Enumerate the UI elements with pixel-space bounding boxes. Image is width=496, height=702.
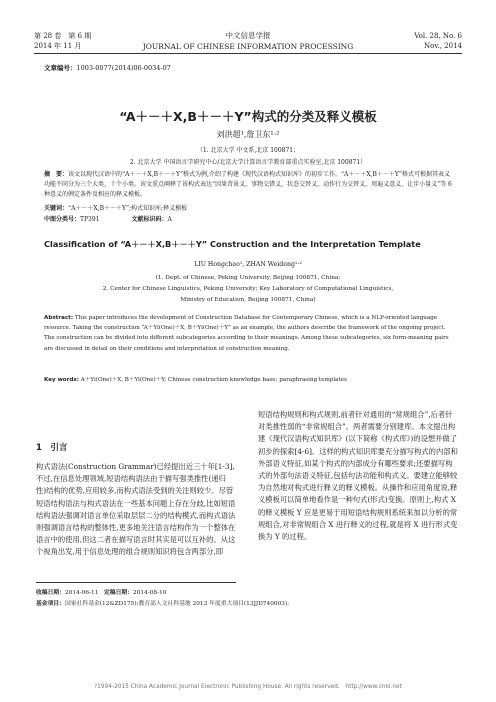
copyright-line: ?1994-2015 China Academic Journal Electronic Publishing House. All rights reserved. http://www.cnki.net	[94, 684, 402, 690]
affiliation-en-2: 2. Center for Chinese Linguistics, Peking University; Key Laboratory of Computational Linguistics,	[102, 286, 394, 292]
abstract-english: Abstract: This paper introduces the development of Construction Database for Contemporary Chinese, which is a NLP-oriented language resource. Taking the construction “A＋Yi(One)＋X, B＋Yi(One)＋Y” as an example, the authors describe the framework of the ongoing project. The construction can be divided into different subcategories according to their meanings. Among these subcategories, six form-meaning pairs are discussed in detail on their conditions and interpretation of construction meaning.	[44, 315, 449, 352]
header-divider	[34, 53, 462, 54]
running-header	[0, 0, 496, 52]
title-chinese: “A＋－＋X,B＋－＋Y”构式的分类及释义模板	[119, 109, 377, 124]
body-text-right: 短语结构规则和构式规则,前者针对通用的“常规组合”,后者针对类推性弱的“非常规组合”。两者需要分别建库。本文提出构建《现代汉语构式知识库》(以下简称《构式库》)的设想并做了初步的探索[4-6]。这样的构式知识库要充分描写构式的内部和外部语义特征,如某个构式的内部成分有哪些要求;还要描写构式的外部句法语义特征,包括句法功能和构式义。要建立能够较为自然地对构式进行释义的释义模板。从操作和应用角度说,释义模板可以简单地看作是一种句式(形式)变换。原则上,构式 X 的释义模板 Y 应是更易于用短语结构规则系统来加以分析的常规组合,对非常规组合 X 进行释义的过程,就是将 X 进行形式变换为 Y 的过程。	[258, 410, 458, 542]
authors-english: LIU Hongchao¹, ZHAN Weidong¹·²	[194, 261, 302, 268]
affiliation-en-1: (1. Dept. of Chinese, Peking University, Beijing 100871, China;	[155, 275, 341, 281]
classification: 中图分类号：TP391 文献标识码：A	[44, 216, 172, 223]
authors-chinese: 刘洪超¹,詹卫东¹·²	[216, 130, 280, 139]
footnote-dates: 收稿日期：2014-06-11 定稿日期：2014-08-10	[36, 590, 167, 596]
footnote-divider	[36, 582, 236, 583]
section-heading: 1 引言	[36, 443, 68, 453]
keywords-chinese: 关键词：“A＋－＋X,B＋－＋Y”;构式知识库;释义模板	[44, 205, 188, 212]
affiliation-cn-2: 2. 北京大学 中国语言学研究中心/北京大学计算语言学教育部重点实验室,北京 100871）	[129, 159, 367, 166]
header-issue: Vol. 28, No. 6 Nov., 2014	[414, 32, 462, 50]
footnote-funding: 基金项目：国家社科基金(12&ZD175);教育部人文社科基地 2013 年度重大项目(13JJD740003)。	[36, 601, 294, 607]
abstract-chinese: 摘 要：该文以现代汉语中的“A＋－＋X,B＋－＋Y”格式为例,介绍了构建《现代汉语构式知识库》的初步工作。“A＋－＋X,B＋－＋Y”格式可根据其表义功能不同分为三个大类、十个小类。该文重点阐释了该构式表达“因果背景义、事物交错义、状态交替义、动作行为交替义、周遍义意义、让步小量义”等 6 种意义的例定条件及相应的释义模板。	[44, 171, 452, 198]
article-number: 文章编号：1003-0077(2014)06-0034-07	[44, 64, 171, 72]
title-english: Classification of “A＋－＋X,B＋－＋Y” Construction and the Interpretation Template	[44, 239, 421, 249]
affiliation-cn-1: （1. 北京大学 中文系,北京 100871；	[196, 147, 300, 154]
body-text-left: 构式语法(Construction Grammar)已经提出近三十年[1-3],不过,在信息处理领域,短语结构语法由于描写强类推性(递归性)结构的优势,应用较多,而构式语法受到的关注则较少。尽管短语结构语法与构式语法在一些基本问题上存在分歧,比如短语结构语法强调对语言单位采取层层二分的结构模式,而构式语法则强调语言结构的整体性,更多地关注语言结构作为一个整体在语言中的使用,但这二者在描写语言时其实是可以互补的。从这个视角出发,用于信息处理的组合规则知识将包含两部分,即	[36, 462, 236, 557]
affiliation-en-3: Ministry of Education, Beijing 100871, China)	[180, 297, 316, 303]
keywords-english: Key words: A＋Yi(One)＋X, B＋Yi(One)＋Y; Chinese construction knowledge base; paraphrasing templates	[44, 377, 347, 383]
header-volume: 第 28 卷 第 6 期 2014 年 11 月	[34, 32, 92, 50]
header-journal: 中文信息学报 JOURNAL OF CHINESE INFORMATION PROCESSING	[142, 31, 354, 51]
